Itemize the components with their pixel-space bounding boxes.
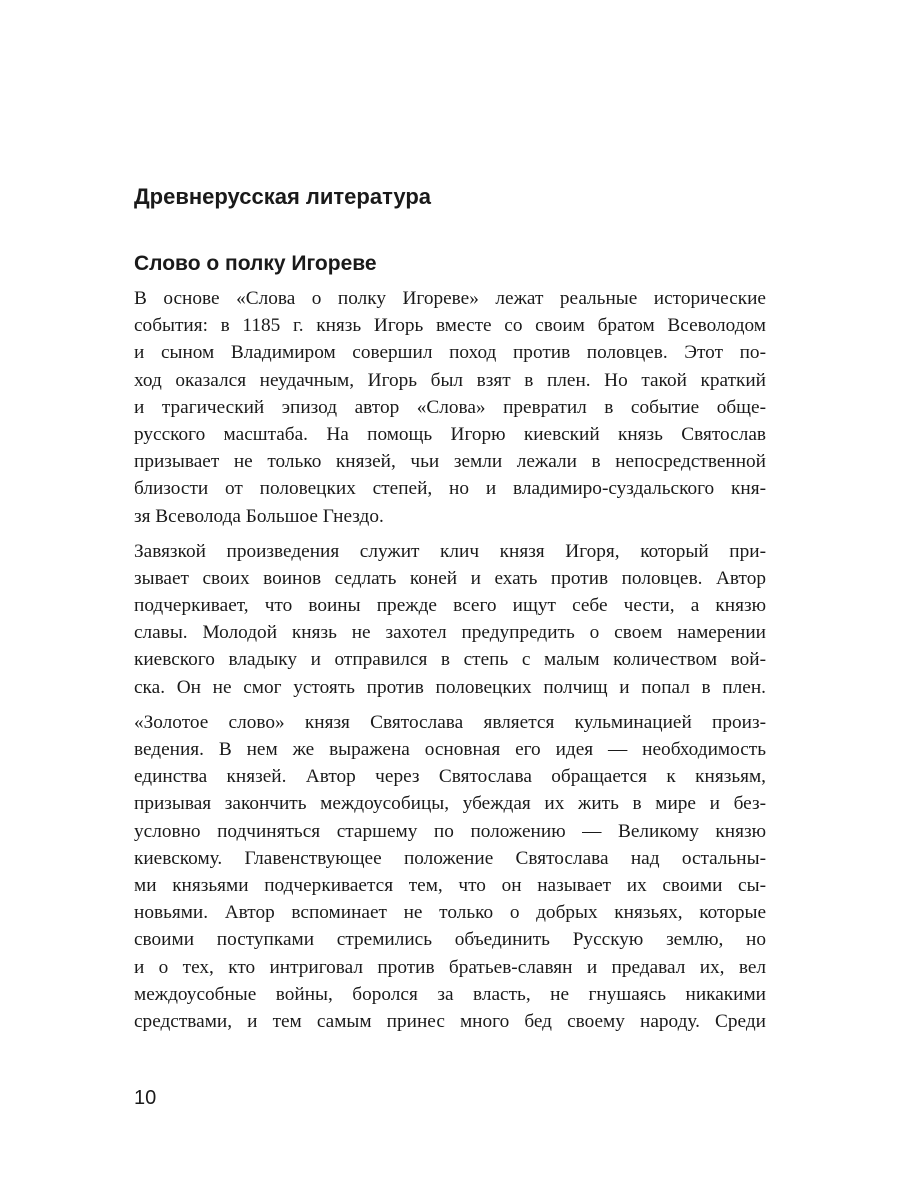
text-line: Завязкой произведения служит клич князя Игоря, который при-	[134, 540, 766, 562]
text-line: условно подчиняться старшему по положению — Великому князю	[134, 820, 766, 842]
text-line: ход оказался неудачным, Игорь был взят в плен. Но такой краткий	[134, 369, 766, 391]
subsection-title: Слово о полку Игореве	[134, 252, 377, 275]
text-line: средствами, и тем самым принес много бед своему народу. Среди	[134, 1010, 766, 1032]
paragraph	[134, 285, 766, 530]
text-line: и о тех, кто интриговал против братьев-славян и предавал их, вел	[134, 956, 766, 978]
text-line: ска. Он не смог устоять против половецких полчищ и попал в плен.	[134, 676, 766, 698]
body-text	[134, 285, 766, 1043]
paragraph	[134, 538, 766, 701]
text-line: киевского владыку и отправился в степь с малым количеством вой-	[134, 649, 766, 671]
text-line: новьями. Автор вспоминает не только о добрых князьях, которые	[134, 902, 766, 924]
text-line: близости от половецких степей, но и владимиро-суздальского кня-	[134, 478, 766, 500]
text-line: зя Всеволода Большое Гнездо.	[134, 505, 384, 527]
text-line: славы. Молодой князь не захотел предупредить о своем намерении	[134, 622, 766, 644]
text-line: и сыном Владимиром совершил поход против половцев. Этот по-	[134, 342, 766, 364]
section-title: Древнерусская литература	[134, 184, 432, 209]
text-line: подчеркивает, что воины прежде всего ищут себе чести, а князю	[134, 595, 766, 617]
text-line: В основе «Слова о полку Игореве» лежат реальные исторические	[134, 288, 766, 309]
text-line: «Золотое слово» князя Святослава является кульминацией произ-	[134, 711, 766, 733]
text-line: киевскому. Главенствующее положение Святослава над остальны-	[134, 847, 766, 869]
paragraph	[134, 709, 766, 1035]
text-line: ведения. В нем же выражена основная его идея — необходимость	[134, 739, 766, 760]
text-line: ми князьями подчеркивается тем, что он называет их своими сы-	[134, 874, 766, 896]
text-line: события: в 1185 г. князь Игорь вместе со своим братом Всеволодом	[134, 315, 766, 337]
text-line: междоусобные войны, боролся за власть, не гнушаясь никакими	[134, 983, 766, 1005]
text-line: зывает своих воинов седлать коней и ехать против половцев. Автор	[134, 567, 766, 589]
text-line: своими поступками стремились объединить Русскую землю, но	[134, 929, 766, 951]
text-line: призывает не только князей, чьи земли лежали в непосредственной	[134, 451, 766, 473]
text-line: русского масштаба. На помощь Игорю киевский князь Святослав	[134, 423, 766, 445]
page-number: 10	[134, 1087, 157, 1109]
text-line: единства князей. Автор через Святослава обращается к князьям,	[134, 766, 766, 788]
text-line: призывая закончить междоусобицы, убеждая их жить в мире и без-	[134, 793, 766, 815]
book-page	[134, 0, 766, 1200]
text-line: и трагический эпизод автор «Слова» превратил в событие обще-	[134, 396, 766, 418]
